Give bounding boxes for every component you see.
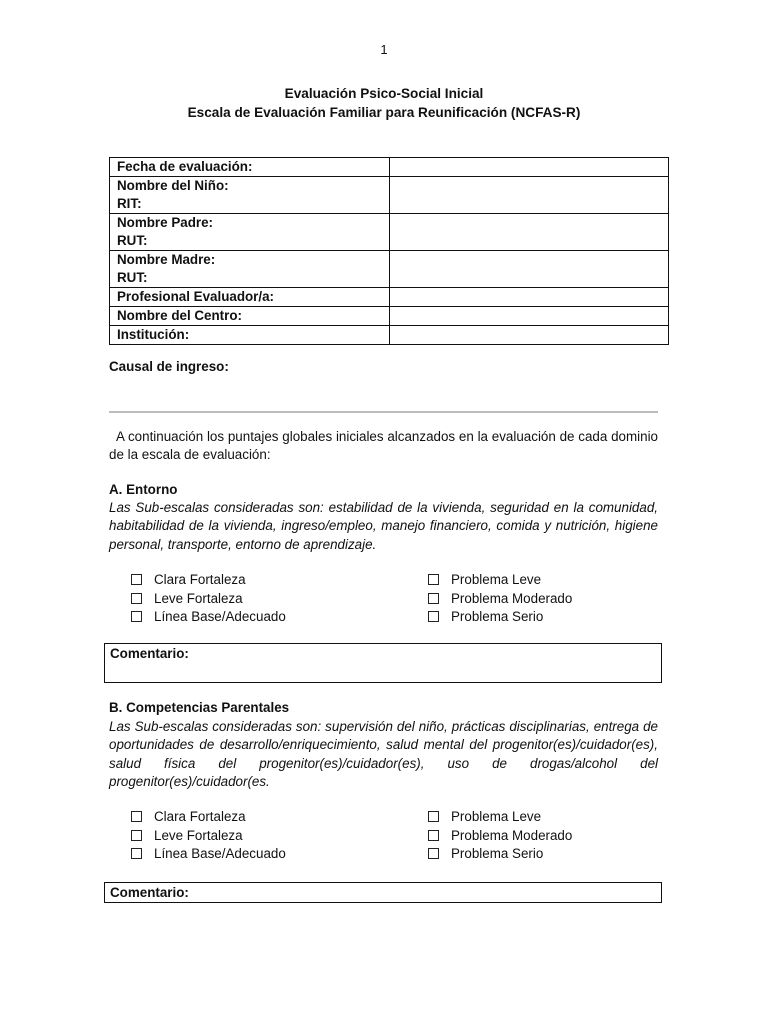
table-row [110,307,669,326]
table-row [110,214,669,251]
section-b-options-right [428,808,572,864]
checkbox-icon [428,848,439,859]
info-table [109,157,669,345]
centro-label: Nombre del Centro: [110,307,390,326]
section-b-comment-label: Comentario: [110,885,189,900]
checkbox-icon [428,811,439,822]
checkbox-icon [131,811,142,822]
padre-field[interactable] [390,214,669,251]
document-subtitle: Escala de Evaluación Familiar para Reunificación (NCFAS-R) [187,105,581,120]
divider-line [109,411,658,413]
section-a-comment-label: Comentario: [110,646,189,661]
section-a-options-right [428,571,572,627]
rut-padre-label: RUT: [117,233,148,248]
page-number: 1 [380,42,388,57]
checkbox-icon [131,593,142,604]
option-clara-fortaleza[interactable] [131,571,286,590]
option-leve-fortaleza[interactable] [131,827,286,846]
option-label: Problema Moderado [451,590,573,606]
fecha-field[interactable] [390,158,669,177]
checkbox-icon [131,574,142,585]
causal-label: Causal de ingreso: [109,359,229,374]
option-leve-fortaleza[interactable] [131,590,286,609]
checkbox-icon [428,574,439,585]
section-b-options-left [131,808,286,864]
madre-label: Nombre Madre: [117,252,216,267]
padre-label: Nombre Padre: [117,215,213,230]
madre-cell [110,251,390,288]
document-title: Evaluación Psico-Social Inicial [284,86,484,101]
option-label: Problema Moderado [451,827,573,843]
option-label: Leve Fortaleza [154,827,243,843]
option-problema-moderado[interactable] [428,590,572,609]
nino-label: Nombre del Niño: [117,178,229,193]
checkbox-icon [131,611,142,622]
institucion-label: Institución: [110,326,390,345]
fecha-label: Fecha de evaluación: [110,158,390,177]
profesional-label: Profesional Evaluador/a: [110,288,390,307]
table-row [110,177,669,214]
table-row [110,288,669,307]
option-problema-leve[interactable] [428,571,572,590]
section-a-heading: A. Entorno [109,482,178,497]
checkbox-icon [131,830,142,841]
rit-label: RIT: [117,196,142,211]
centro-field[interactable] [390,307,669,326]
option-label: Clara Fortaleza [154,809,246,824]
option-label: Problema Leve [451,809,542,824]
table-row [110,326,669,345]
option-label: Clara Fortaleza [154,572,246,587]
option-label: Línea Base/Adecuado [154,846,286,862]
table-row [110,251,669,288]
section-b-comment-box[interactable] [104,882,662,903]
option-label: Leve Fortaleza [154,590,243,606]
padre-cell [110,214,390,251]
option-problema-leve[interactable] [428,808,572,827]
rut-madre-label: RUT: [117,270,148,285]
section-b-heading: B. Competencias Parentales [109,700,290,715]
option-linea-base[interactable] [131,845,286,864]
nino-field[interactable] [390,177,669,214]
option-label: Problema Serio [451,846,544,862]
madre-field[interactable] [390,251,669,288]
option-label: Problema Leve [451,572,542,587]
option-label: Línea Base/Adecuado [154,609,286,625]
checkbox-icon [131,848,142,859]
section-a-description: Las Sub-escalas consideradas son: estabilidad de la vivienda, seguridad en la comunidad, habitabilidad de la vivienda, ingreso/empleo, manejo financiero, comida y nutrición, higiene personal, transporte, entorno de aprendizaje. [109,500,658,552]
nino-cell [110,177,390,214]
section-a-comment-box[interactable] [104,643,662,683]
option-label: Problema Serio [451,609,544,625]
intro-paragraph: A continuación los puntajes globales iniciales alcanzados en la evaluación de cada dominio de la escala de evaluación: [109,429,658,463]
option-clara-fortaleza[interactable] [131,808,286,827]
table-row [110,158,669,177]
option-problema-serio[interactable] [428,845,572,864]
profesional-field[interactable] [390,288,669,307]
checkbox-icon [428,611,439,622]
option-linea-base[interactable] [131,608,286,627]
institucion-field[interactable] [390,326,669,345]
option-problema-moderado[interactable] [428,827,572,846]
section-b-description: Las Sub-escalas consideradas son: supervisión del niño, prácticas disciplinarias, entrega de oportunidades de desarrollo/enriquecimiento, salud mental del progenitor(es)/cuidador(es), salud física del progenitor(es)/cuidador(es), uso de drogas/alcohol del progenitor(es)/cuidador(es. [109,719,658,790]
checkbox-icon [428,593,439,604]
section-a-options-left [131,571,286,627]
option-problema-serio[interactable] [428,608,572,627]
checkbox-icon [428,830,439,841]
